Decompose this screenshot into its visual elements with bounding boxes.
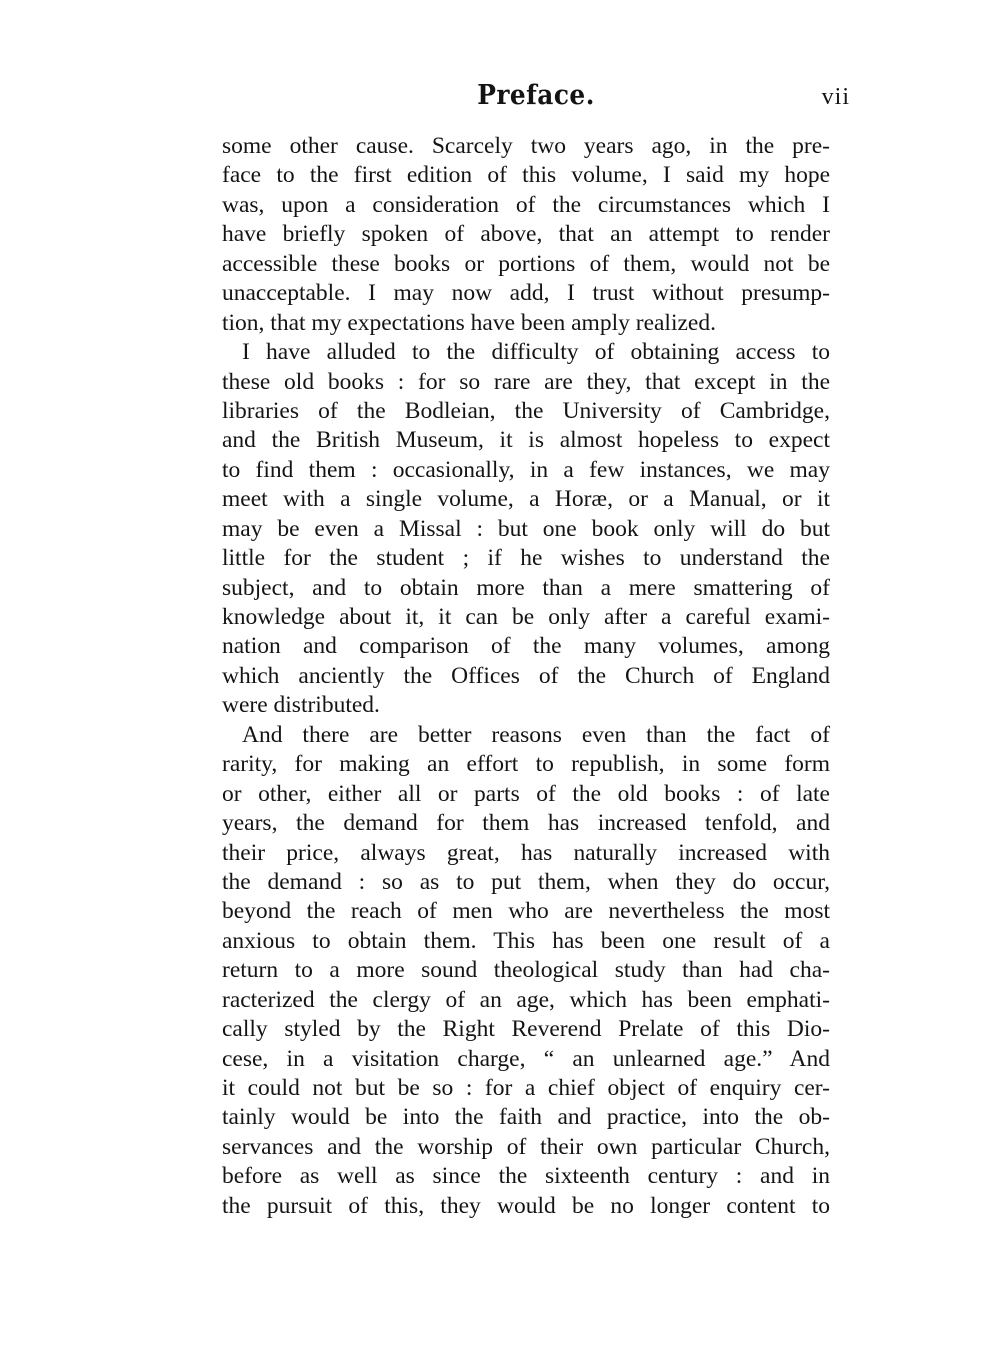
text-line: have briefly spoken of above, that an attempt to render (222, 221, 830, 248)
running-head (222, 78, 850, 118)
body-text (222, 132, 830, 1221)
text-line: the pursuit of this, they would be no longer content to (222, 1192, 830, 1219)
text-line: face to the first edition of this volume, I said my hope (222, 162, 830, 189)
text-line: unacceptable. I may now add, I trust without presump- (222, 280, 830, 307)
text-line: tion, that my expectations have been amply realized. (222, 309, 716, 336)
text-line: anxious to obtain them. This has been one result of a (222, 927, 830, 954)
text-line: cese, in a visitation charge, “ an unlearned age.” And (222, 1045, 830, 1072)
text-line: nation and comparison of the many volumes, among (222, 633, 830, 660)
running-title: Preface. (477, 80, 595, 111)
text-line: their price, always great, has naturally increased with (222, 839, 830, 866)
text-line: little for the student ; if he wishes to understand the (222, 545, 830, 572)
text-line: years, the demand for them has increased tenfold, and (222, 810, 830, 837)
text-line: were distributed. (222, 692, 380, 719)
text-line: the demand : so as to put them, when they do occur, (222, 868, 830, 895)
text-line: was, upon a consideration of the circumstances which I (222, 191, 830, 218)
text-line: may be even a Missal : but one book only will do but (222, 515, 830, 542)
text-line: tainly would be into the faith and practice, into the ob- (222, 1104, 830, 1131)
text-line: before as well as since the sixteenth century : and in (222, 1163, 830, 1190)
page-number: vii (821, 84, 850, 110)
text-line: cally styled by the Right Reverend Prelate of this Dio- (222, 1016, 830, 1043)
paragraph-3 (222, 721, 830, 1221)
text-line: which anciently the Offices of the Church of England (222, 662, 830, 689)
text-line: to find them : occasionally, in a few instances, we may (222, 456, 830, 483)
text-line: racterized the clergy of an age, which has been emphati- (222, 986, 830, 1013)
text-line: servances and the worship of their own particular Church, (222, 1133, 830, 1160)
text-line: knowledge about it, it can be only after a careful exami- (222, 604, 830, 630)
text-line: accessible these books or portions of them, would not be (222, 250, 830, 277)
paragraph-1 (222, 132, 830, 338)
text-line: rarity, for making an effort to republish, in some form (222, 751, 830, 778)
text-line: or other, either all or parts of the old books : of late (222, 780, 830, 807)
text-line: some other cause. Scarcely two years ago, in the pre- (222, 133, 830, 159)
text-line: and the British Museum, it is almost hopeless to expect (222, 427, 830, 454)
text-line: meet with a single volume, a Horæ, or a Manual, or it (222, 486, 830, 513)
text-line: libraries of the Bodleian, the University of Cambridge, (222, 397, 830, 424)
paragraph-2 (222, 338, 830, 721)
text-line: I have alluded to the difficulty of obtaining access to (242, 339, 830, 366)
text-line: beyond the reach of men who are nevertheless the most (222, 898, 830, 925)
text-line: subject, and to obtain more than a mere smattering of (222, 574, 830, 601)
text-line: these old books : for so rare are they, that except in the (222, 368, 830, 395)
text-line: return to a more sound theological study than had cha- (222, 957, 830, 984)
text-line: And there are better reasons even than the fact of (242, 721, 830, 748)
text-line: it could not but be so : for a chief object of enquiry cer- (222, 1075, 830, 1101)
